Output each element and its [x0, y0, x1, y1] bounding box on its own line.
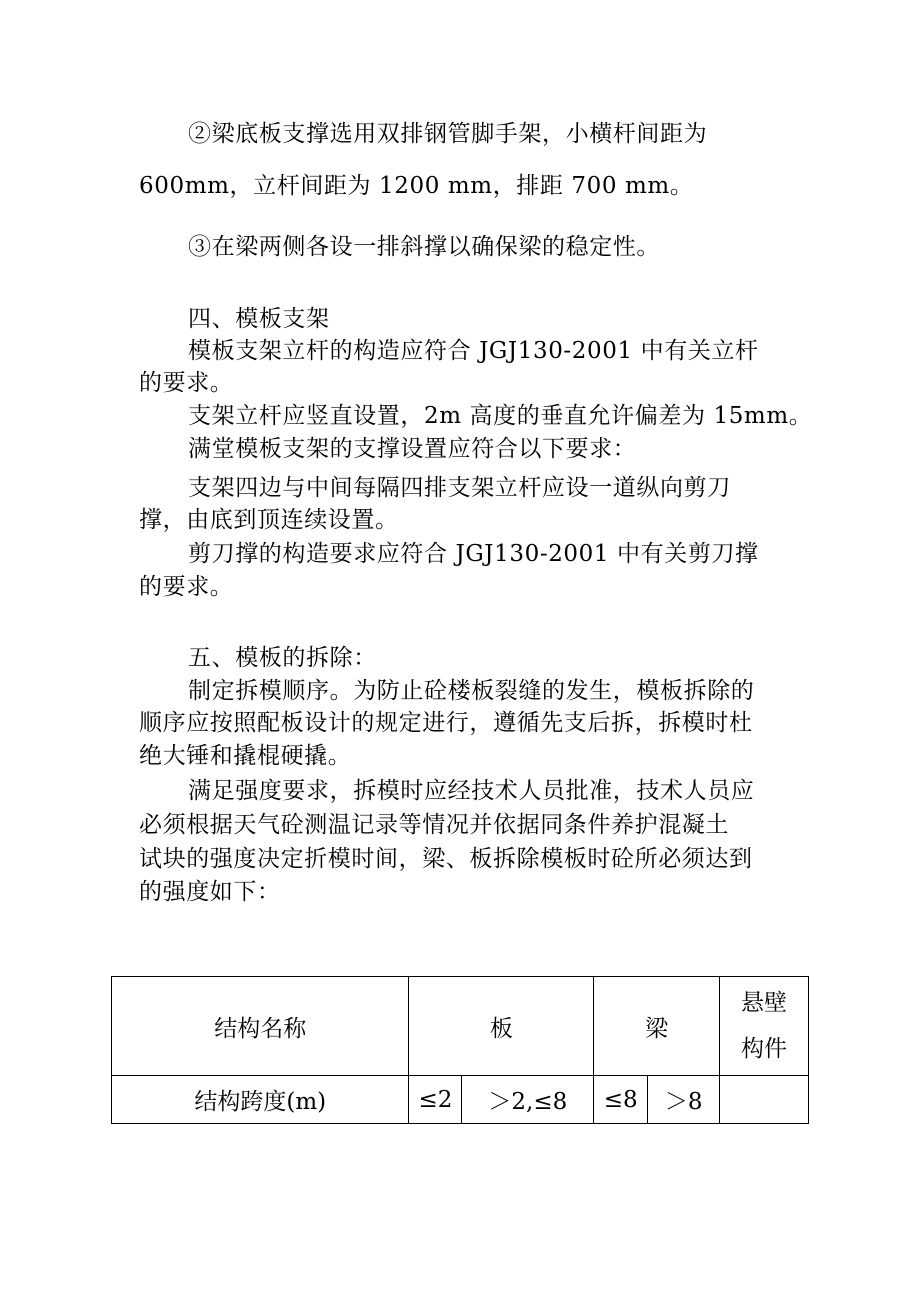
paragraph-scissor-brace: 支架四边与中间每隔四排支架立杆应设一道纵向剪刀	[188, 475, 731, 501]
cell-beam-gt8: ＞8	[648, 1076, 720, 1124]
cell-cantilever	[720, 977, 809, 1076]
cell-beam: 梁	[594, 977, 720, 1076]
cantilever-line2: 构件	[741, 1036, 788, 1062]
paragraph-strength-requirements-cont3: 的强度如下：	[139, 879, 281, 905]
paragraph-beam-support: ②梁底板支撑选用双排钢管脚手架，小横杆间距为	[188, 121, 708, 147]
paragraph-pole-construction: 模板支架立杆的构造应符合 JGJ130-2001 中有关立杆	[188, 338, 759, 364]
cell-beam-le8: ≤8	[594, 1076, 648, 1124]
cell-cantilever-span	[720, 1076, 809, 1124]
cantilever-line1: 悬壁	[741, 990, 788, 1016]
table-header-row	[112, 977, 809, 1076]
paragraph-strength-requirements: 满足强度要求，拆模时应经技术人员批准，技术人员应	[188, 778, 755, 804]
table-span-row	[112, 1076, 809, 1124]
paragraph-removal-order-cont2: 绝大锤和撬棍硬撬。	[139, 743, 352, 769]
paragraph-vertical-deviation: 支架立杆应竖直设置，2m 高度的垂直允许偏差为 15mm。	[188, 403, 813, 429]
paragraph-removal-order-cont1: 顺序应按照配板设计的规定进行，遵循先支后拆，拆模时杜	[139, 710, 753, 736]
removal-strength-table	[111, 976, 809, 1124]
cell-span-label: 结构跨度(m)	[112, 1076, 409, 1124]
paragraph-strength-requirements-cont1: 必须根据天气砼测温记录等情况并依据同条件养护混凝土	[139, 812, 729, 838]
cell-slab: 板	[409, 977, 594, 1076]
paragraph-scissor-brace-cont: 撑，由底到顶连续设置。	[139, 507, 399, 533]
paragraph-scissor-brace-spec: 剪刀撑的构造要求应符合 JGJ130-2001 中有关剪刀撑	[188, 541, 759, 567]
cell-slab-le2: ≤2	[409, 1076, 462, 1124]
paragraph-support-requirements: 满堂模板支架的支撑设置应符合以下要求：	[188, 436, 637, 462]
paragraph-pole-construction-cont: 的要求。	[139, 370, 234, 396]
paragraph-removal-order: 制定拆模顺序。为防止砼楼板裂缝的发生，模板拆除的	[188, 678, 755, 704]
paragraph-beam-support-cont: 600mm，立杆间距为 1200 mm，排距 700 mm。	[139, 173, 694, 199]
paragraph-strength-requirements-cont2: 试块的强度决定折模时间，梁、板拆除模板时砼所必须达到	[139, 846, 753, 872]
cell-cantilever-text	[741, 980, 787, 1072]
paragraph-diagonal-brace: ③在梁两侧各设一排斜撑以确保梁的稳定性。	[188, 234, 660, 260]
cell-structure-name: 结构名称	[112, 977, 409, 1076]
section-heading-formwork-removal: 五、模板的拆除：	[188, 645, 377, 671]
paragraph-scissor-brace-spec-cont: 的要求。	[139, 574, 234, 600]
cell-slab-gt2-le8: ＞2,≤8	[462, 1076, 594, 1124]
section-heading-formwork-support: 四、模板支架	[188, 306, 330, 332]
